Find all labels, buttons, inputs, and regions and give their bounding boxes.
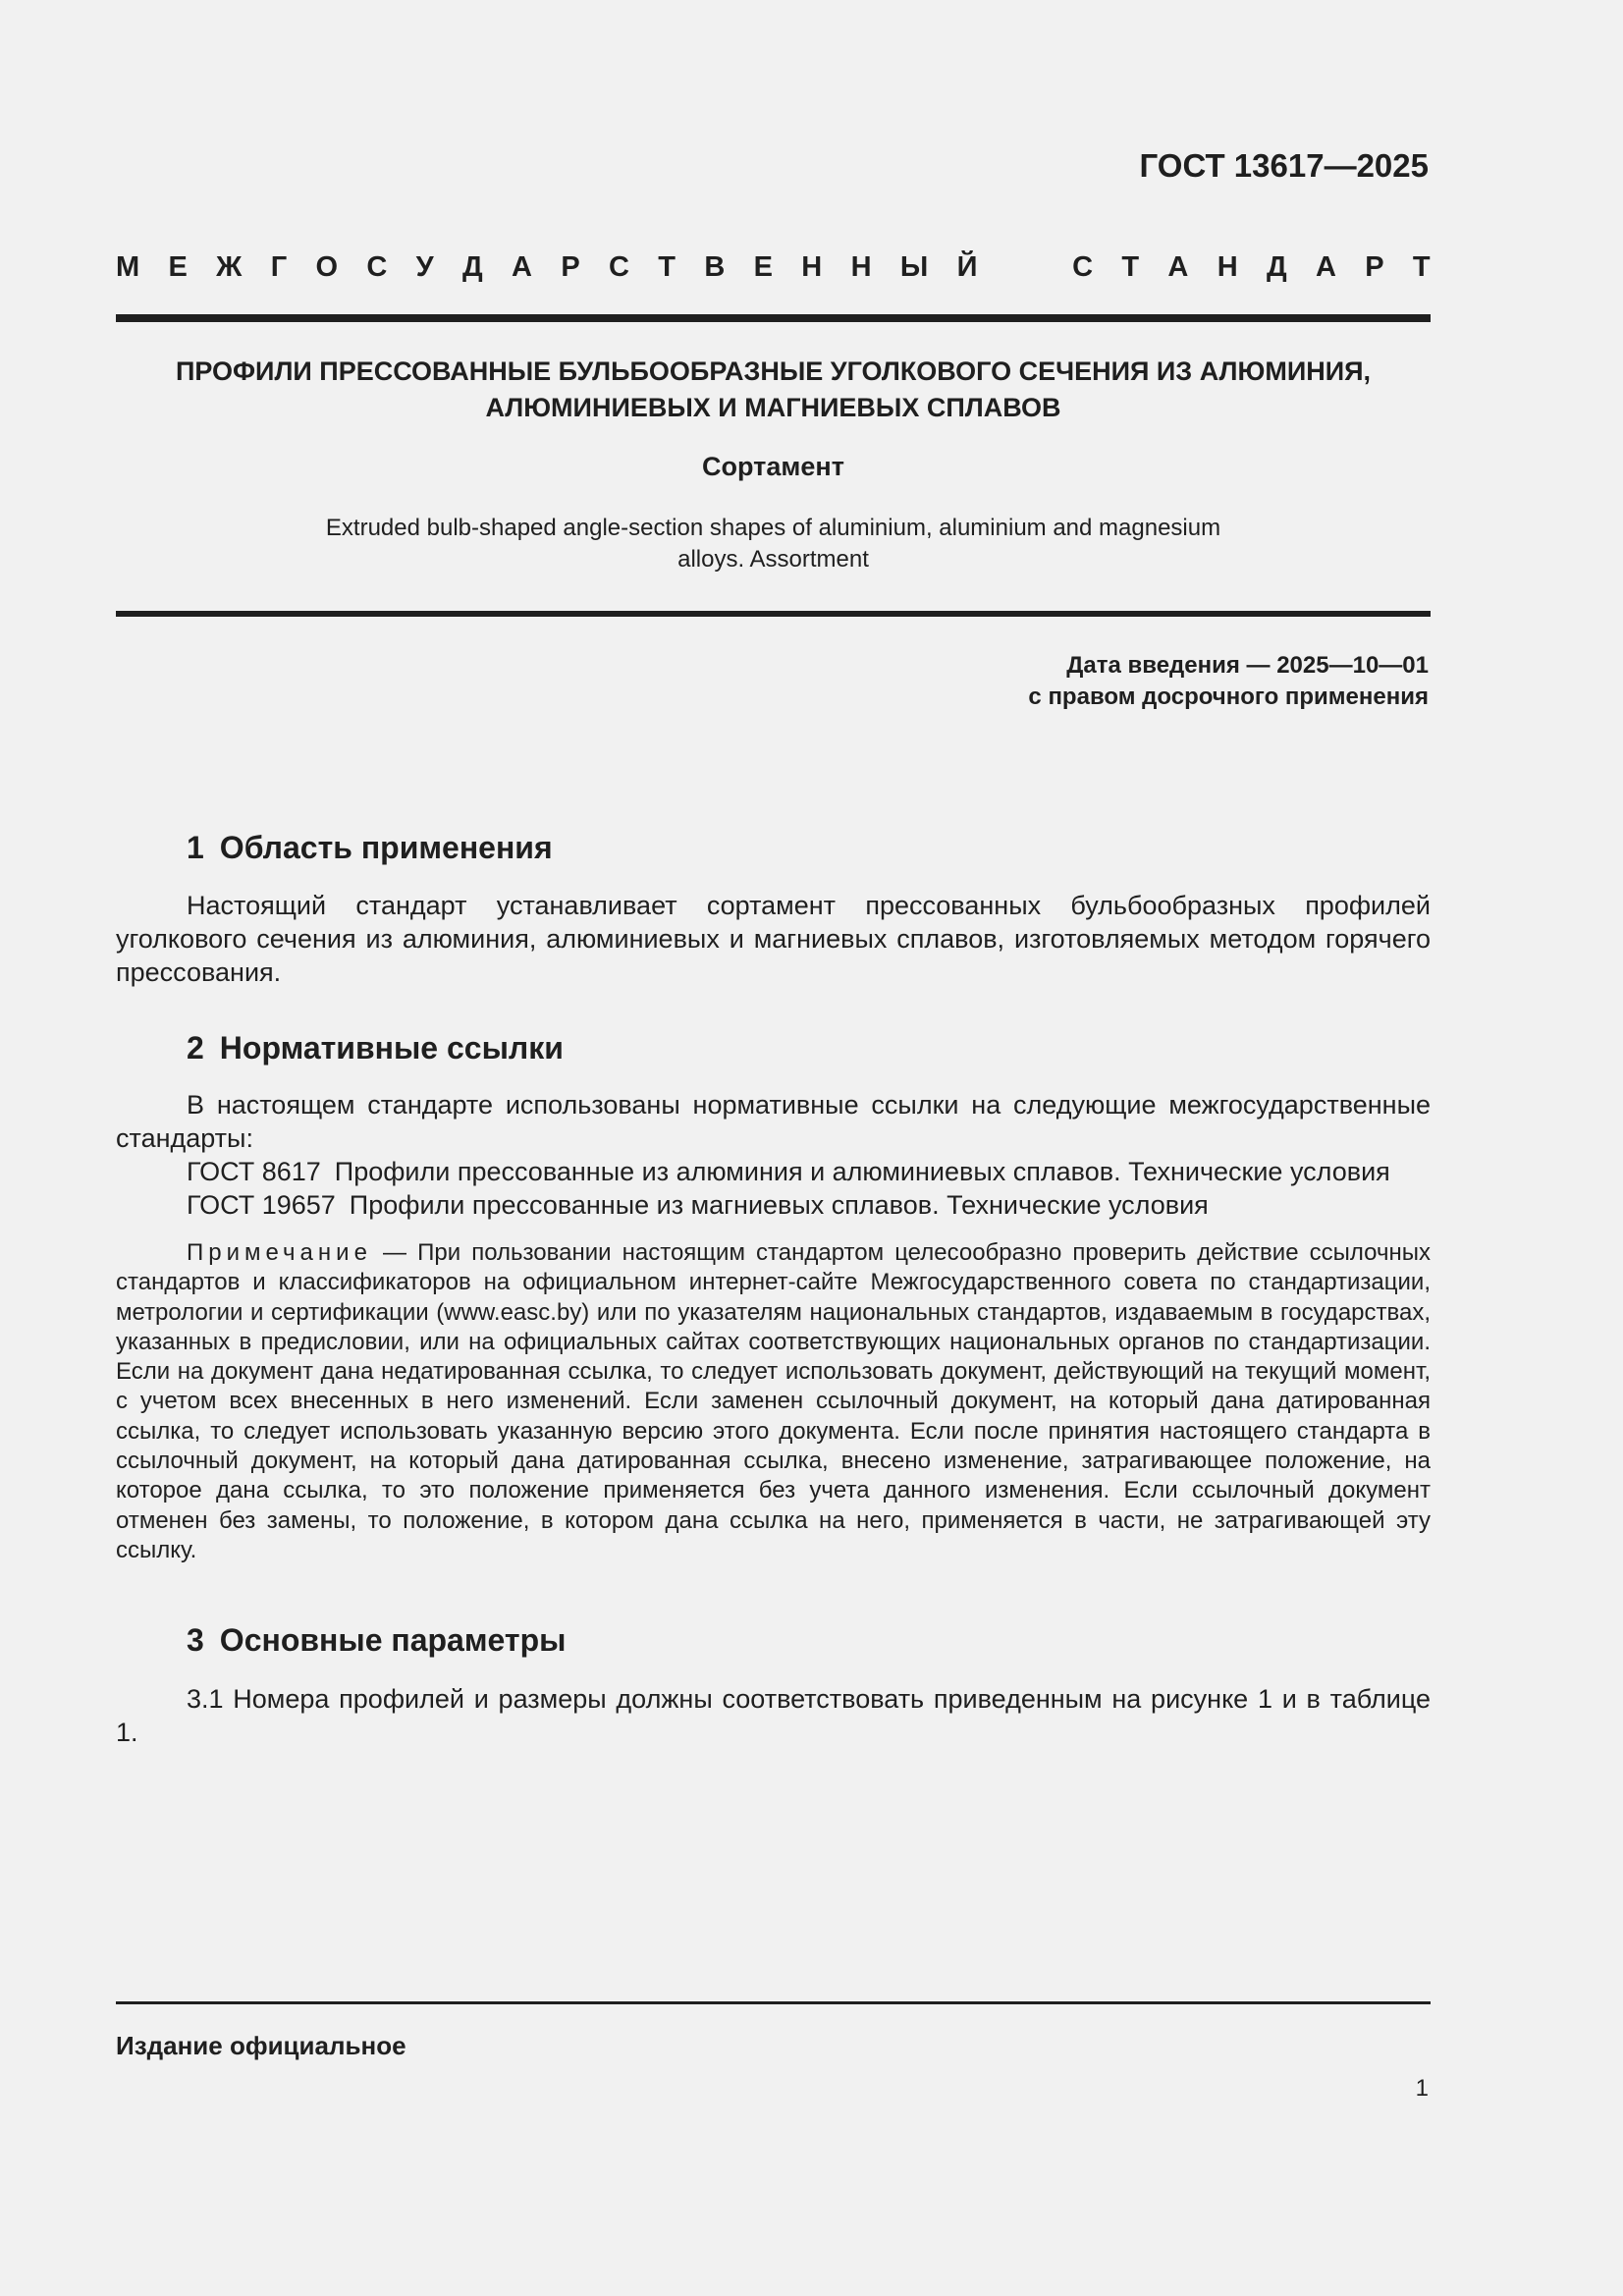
banner-letter: В: [704, 251, 726, 283]
banner-letter: Т: [658, 251, 676, 283]
reference-title: Профили прессованные из магниевых сплавов. Технические условия: [349, 1190, 1209, 1220]
section-3-text: 3.1 Номера профилей и размеры должны соответствовать приведенным на рисунке 1 и в таблице 1.: [116, 1684, 1431, 1747]
document-number: ГОСТ 13617—2025: [1139, 147, 1429, 184]
banner-word-gap: [1006, 251, 1044, 284]
banner-letter: Ы: [899, 251, 929, 283]
banner-letter: С: [1072, 251, 1094, 283]
document-subtitle: Сортамент: [702, 452, 844, 481]
banner-letter: Н: [850, 251, 872, 283]
english-title: [116, 513, 1431, 575]
banner-letter: Т: [1121, 251, 1140, 283]
section-2-text: В настоящем стандарте использованы нормативные ссылки на следующие межгосударственные стандарты:: [116, 1090, 1431, 1153]
title-rule: [116, 611, 1431, 617]
reference-title: Профили прессованные из алюминия и алюминиевых сплавов. Технические условия: [334, 1157, 1390, 1186]
reference-code: ГОСТ 8617: [187, 1157, 321, 1186]
document-title: [116, 354, 1431, 426]
note-text: — При пользовании настоящим стандартом целесообразно проверить действие ссылочных стандартов и классификаторов на официальном интернет-сайте Межгосударственного совета по стандартизации, метрологии и сертификации (www.easc.by) или по указателям национальных стандартов, издаваемым в государствах, указанных в предисловии, или на официальных сайтах соответствующих национальных органов по стандартизации. Если на документ дана недатированная ссылка, то следует использовать документ, действующий на текущий момент, с учетом всех внесенных в него изменений. Если заменен ссылочный документ, на который дана датированная ссылка, то следует использовать указанную версию этого документа. Если после принятия настоящего стандарта в ссылочный документ, на который дана датированная ссылка, внесено изменение, затрагивающее положение, на которое дана ссылка, то это положение применяется без учета данного изменения. Если ссылочный документ отменен без замены, то положение, в котором дана ссылка на него, применяется в части, не затрагивающей эту ссылку.: [116, 1239, 1431, 1563]
banner-letter: А: [1167, 251, 1189, 283]
section-3-heading: [187, 1622, 566, 1659]
section-1-title: Область применения: [219, 830, 553, 865]
edition-label: Издание официальное: [116, 2031, 406, 2060]
section-1-text: Настоящий стандарт устанавливает сортамент прессованных бульбообразных профилей уголкового сечения из алюминия, алюминиевых и магниевых сплавов, изготовляемых методом горячего прессования.: [116, 891, 1431, 987]
section-1-number: 1: [187, 830, 204, 865]
note-paragraph: [116, 1238, 1431, 1565]
reference-item: [187, 1155, 1431, 1188]
banner-letter: Н: [1217, 251, 1238, 283]
introduction-date: [1028, 650, 1429, 713]
title-line-2: АЛЮМИНИЕВЫХ И МАГНИЕВЫХ СПЛАВОВ: [485, 393, 1061, 422]
reference-item: [187, 1188, 1431, 1222]
introduction-date-line-2: с правом досрочного применения: [1028, 683, 1429, 710]
section-2-heading: [187, 1030, 564, 1066]
banner-letter: А: [512, 251, 532, 283]
page-number: 1: [1415, 2075, 1429, 2102]
english-title-line-2: alloys. Assortment: [677, 546, 869, 573]
banner-letter: Г: [270, 251, 288, 283]
banner-letter: О: [315, 251, 339, 283]
banner-letter: Е: [168, 251, 188, 283]
banner-letter: Р: [1365, 251, 1384, 283]
banner-letter: Р: [561, 251, 580, 283]
banner-letter: Е: [753, 251, 773, 283]
reference-code: ГОСТ 19657: [187, 1190, 336, 1220]
section-2-title: Нормативные ссылки: [219, 1030, 564, 1066]
note-label: Примечание: [187, 1239, 372, 1266]
banner-letter: У: [415, 251, 434, 283]
section-1-heading: [187, 830, 553, 866]
banner-letter: Н: [801, 251, 823, 283]
section-3-number: 3: [187, 1622, 204, 1658]
banner-letter: Т: [1412, 251, 1431, 283]
section-3-title: Основные параметры: [219, 1622, 567, 1658]
banner-letter: М: [116, 251, 140, 283]
footer-rule: [116, 2001, 1431, 2004]
banner-letter: Й: [956, 251, 978, 283]
title-line-1: ПРОФИЛИ ПРЕССОВАННЫЕ БУЛЬБООБРАЗНЫЕ УГОЛКОВОГО СЕЧЕНИЯ ИЗ АЛЮМИНИЯ,: [175, 356, 1372, 386]
english-title-line-1: Extruded bulb-shaped angle-section shapes of aluminium, aluminium and magnesium: [325, 515, 1221, 541]
banner-letter: Ж: [216, 251, 243, 283]
section-2-number: 2: [187, 1030, 204, 1066]
banner-letter: С: [609, 251, 629, 283]
introduction-date-line-1: Дата введения — 2025—10—01: [1066, 652, 1429, 679]
header-rule: [116, 314, 1431, 322]
banner-letter: С: [366, 251, 388, 283]
interstate-standard-banner: [116, 251, 1431, 284]
banner-letter: Д: [462, 251, 483, 283]
banner-letter: А: [1315, 251, 1336, 283]
banner-letter: Д: [1266, 251, 1287, 283]
